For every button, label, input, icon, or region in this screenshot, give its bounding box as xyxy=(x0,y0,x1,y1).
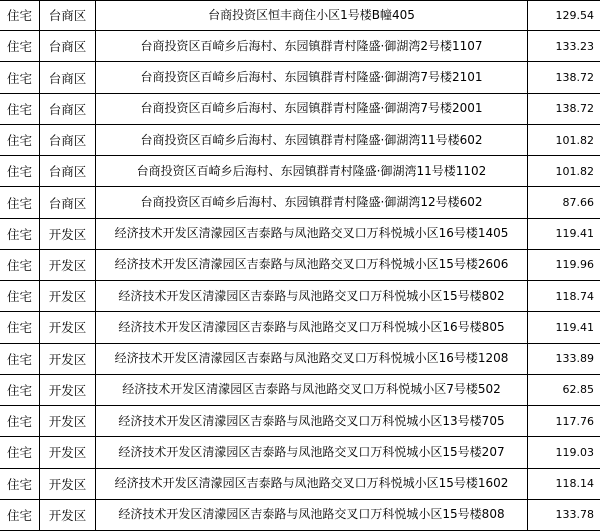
property-type-text: 住宅 xyxy=(6,445,32,461)
property-type-text: 住宅 xyxy=(6,351,32,367)
property-type-cell xyxy=(0,62,40,92)
table-row xyxy=(0,437,600,468)
property-type-cell xyxy=(0,0,40,30)
area-cell xyxy=(528,125,600,155)
property-type-text: 住宅 xyxy=(6,226,32,242)
district-text: 台商区 xyxy=(48,101,87,117)
district-cell xyxy=(40,94,96,124)
district-cell xyxy=(40,187,96,217)
area-cell xyxy=(528,406,600,436)
area-cell xyxy=(528,312,600,342)
address-text: 台商投资区百崎乡后海村、东园镇群青村隆盛·御湖湾11号楼1102 xyxy=(136,163,487,178)
area-text: 133.23 xyxy=(555,39,594,53)
area-cell xyxy=(528,469,600,499)
property-type-text: 住宅 xyxy=(6,289,32,305)
district-text: 开发区 xyxy=(48,476,87,492)
property-type-cell xyxy=(0,500,40,530)
district-cell xyxy=(40,469,96,499)
address-text: 经济技术开发区清濛园区吉泰路与凤池路交叉口万科悦城小区13号楼705 xyxy=(118,413,505,428)
area-cell xyxy=(528,156,600,186)
district-text: 开发区 xyxy=(48,445,87,461)
district-text: 开发区 xyxy=(48,257,87,273)
area-text: 118.14 xyxy=(555,477,594,491)
table-row xyxy=(0,281,600,312)
district-text: 台商区 xyxy=(48,195,87,211)
area-cell xyxy=(528,250,600,280)
district-cell xyxy=(40,406,96,436)
address-cell xyxy=(96,156,528,186)
district-text: 台商区 xyxy=(48,8,87,24)
address-cell xyxy=(96,375,528,405)
district-text: 台商区 xyxy=(48,70,87,86)
table-row xyxy=(0,94,600,125)
property-type-cell xyxy=(0,125,40,155)
property-type-text: 住宅 xyxy=(6,382,32,398)
address-cell xyxy=(96,94,528,124)
district-text: 开发区 xyxy=(48,289,87,305)
property-type-cell xyxy=(0,187,40,217)
property-type-text: 住宅 xyxy=(6,195,32,211)
address-cell xyxy=(96,469,528,499)
area-text: 129.54 xyxy=(555,8,594,22)
property-type-text: 住宅 xyxy=(6,164,32,180)
area-text: 119.03 xyxy=(555,445,594,459)
property-type-text: 住宅 xyxy=(6,320,32,336)
district-text: 台商区 xyxy=(48,39,87,55)
property-type-cell xyxy=(0,156,40,186)
area-text: 101.82 xyxy=(555,164,594,178)
address-text: 台商投资区百崎乡后海村、东园镇群青村隆盛·御湖湾12号楼602 xyxy=(140,195,483,210)
address-text: 台商投资区百崎乡后海村、东园镇群青村隆盛·御湖湾7号楼2001 xyxy=(140,101,483,116)
property-type-text: 住宅 xyxy=(6,476,32,492)
district-cell xyxy=(40,250,96,280)
area-text: 118.74 xyxy=(555,289,594,303)
district-cell xyxy=(40,62,96,92)
address-text: 经济技术开发区清濛园区吉泰路与凤池路交叉口万科悦城小区15号楼808 xyxy=(118,507,505,522)
area-text: 101.82 xyxy=(555,133,594,147)
address-cell xyxy=(96,250,528,280)
address-text: 台商投资区百崎乡后海村、东园镇群青村隆盛·御湖湾7号楼2101 xyxy=(140,70,483,85)
area-cell xyxy=(528,375,600,405)
area-cell xyxy=(528,500,600,530)
area-text: 133.78 xyxy=(555,508,594,522)
table-row xyxy=(0,187,600,218)
district-cell xyxy=(40,125,96,155)
area-text: 119.41 xyxy=(555,227,594,241)
address-text: 台商投资区百崎乡后海村、东园镇群青村隆盛·御湖湾11号楼602 xyxy=(140,132,483,147)
area-cell xyxy=(528,94,600,124)
property-type-cell xyxy=(0,312,40,342)
area-text: 117.76 xyxy=(555,414,594,428)
address-cell xyxy=(96,312,528,342)
address-text: 经济技术开发区清濛园区吉泰路与凤池路交叉口万科悦城小区15号楼2606 xyxy=(114,257,509,272)
address-cell xyxy=(96,500,528,530)
property-type-cell xyxy=(0,344,40,374)
property-type-text: 住宅 xyxy=(6,257,32,273)
table-row xyxy=(0,469,600,500)
district-cell xyxy=(40,31,96,61)
district-cell xyxy=(40,344,96,374)
district-text: 开发区 xyxy=(48,320,87,336)
table-row xyxy=(0,0,600,31)
address-text: 经济技术开发区清濛园区吉泰路与凤池路交叉口万科悦城小区16号楼1208 xyxy=(114,351,509,366)
address-text: 台商投资区百崎乡后海村、东园镇群青村隆盛·御湖湾2号楼1107 xyxy=(140,38,483,53)
district-text: 开发区 xyxy=(48,414,87,430)
table-row xyxy=(0,406,600,437)
property-type-text: 住宅 xyxy=(6,414,32,430)
property-type-cell xyxy=(0,469,40,499)
table-row xyxy=(0,156,600,187)
area-cell xyxy=(528,281,600,311)
area-cell xyxy=(528,62,600,92)
property-type-text: 住宅 xyxy=(6,133,32,149)
property-type-cell xyxy=(0,94,40,124)
district-text: 开发区 xyxy=(48,507,87,523)
property-type-cell xyxy=(0,250,40,280)
address-text: 经济技术开发区清濛园区吉泰路与凤池路交叉口万科悦城小区16号楼1405 xyxy=(114,226,509,241)
address-cell xyxy=(96,31,528,61)
address-cell xyxy=(96,0,528,30)
property-type-text: 住宅 xyxy=(6,70,32,86)
address-text: 经济技术开发区清濛园区吉泰路与凤池路交叉口万科悦城小区7号楼502 xyxy=(122,382,501,397)
table-row xyxy=(0,219,600,250)
area-cell xyxy=(528,437,600,467)
area-text: 87.66 xyxy=(562,196,594,210)
district-text: 开发区 xyxy=(48,226,87,242)
property-type-text: 住宅 xyxy=(6,101,32,117)
address-cell xyxy=(96,406,528,436)
address-cell xyxy=(96,125,528,155)
property-type-text: 住宅 xyxy=(6,507,32,523)
area-text: 119.41 xyxy=(555,320,594,334)
property-type-text: 住宅 xyxy=(6,39,32,55)
property-type-cell xyxy=(0,375,40,405)
table-row xyxy=(0,125,600,156)
table-row xyxy=(0,500,600,531)
property-type-cell xyxy=(0,281,40,311)
area-cell xyxy=(528,0,600,30)
address-cell xyxy=(96,219,528,249)
address-cell xyxy=(96,344,528,374)
district-cell xyxy=(40,219,96,249)
table-row xyxy=(0,31,600,62)
area-cell xyxy=(528,31,600,61)
property-type-text: 住宅 xyxy=(6,8,32,24)
address-text: 经济技术开发区清濛园区吉泰路与凤池路交叉口万科悦城小区16号楼805 xyxy=(118,319,505,334)
property-type-cell xyxy=(0,219,40,249)
table-row xyxy=(0,62,600,93)
area-text: 62.85 xyxy=(562,383,594,397)
address-cell xyxy=(96,62,528,92)
area-text: 119.96 xyxy=(555,258,594,272)
property-type-cell xyxy=(0,437,40,467)
address-text: 经济技术开发区清濛园区吉泰路与凤池路交叉口万科悦城小区15号楼802 xyxy=(118,288,505,303)
address-text: 经济技术开发区清濛园区吉泰路与凤池路交叉口万科悦城小区15号楼1602 xyxy=(114,476,509,491)
table-row xyxy=(0,312,600,343)
area-text: 138.72 xyxy=(555,102,594,116)
district-cell xyxy=(40,437,96,467)
district-text: 开发区 xyxy=(48,351,87,367)
area-text: 138.72 xyxy=(555,71,594,85)
area-cell xyxy=(528,344,600,374)
table-row xyxy=(0,375,600,406)
district-cell xyxy=(40,0,96,30)
district-cell xyxy=(40,312,96,342)
district-cell xyxy=(40,281,96,311)
district-text: 台商区 xyxy=(48,164,87,180)
table-row xyxy=(0,250,600,281)
property-type-cell xyxy=(0,31,40,61)
address-cell xyxy=(96,437,528,467)
district-cell xyxy=(40,500,96,530)
address-text: 经济技术开发区清濛园区吉泰路与凤池路交叉口万科悦城小区15号楼207 xyxy=(118,444,505,459)
area-cell xyxy=(528,187,600,217)
property-type-cell xyxy=(0,406,40,436)
district-text: 开发区 xyxy=(48,382,87,398)
district-cell xyxy=(40,375,96,405)
address-cell xyxy=(96,281,528,311)
area-text: 133.89 xyxy=(555,352,594,366)
address-text: 台商投资区恒丰商住小区1号楼B幢405 xyxy=(208,7,415,22)
district-cell xyxy=(40,156,96,186)
address-cell xyxy=(96,187,528,217)
district-text: 台商区 xyxy=(48,133,87,149)
table-row xyxy=(0,344,600,375)
area-cell xyxy=(528,219,600,249)
